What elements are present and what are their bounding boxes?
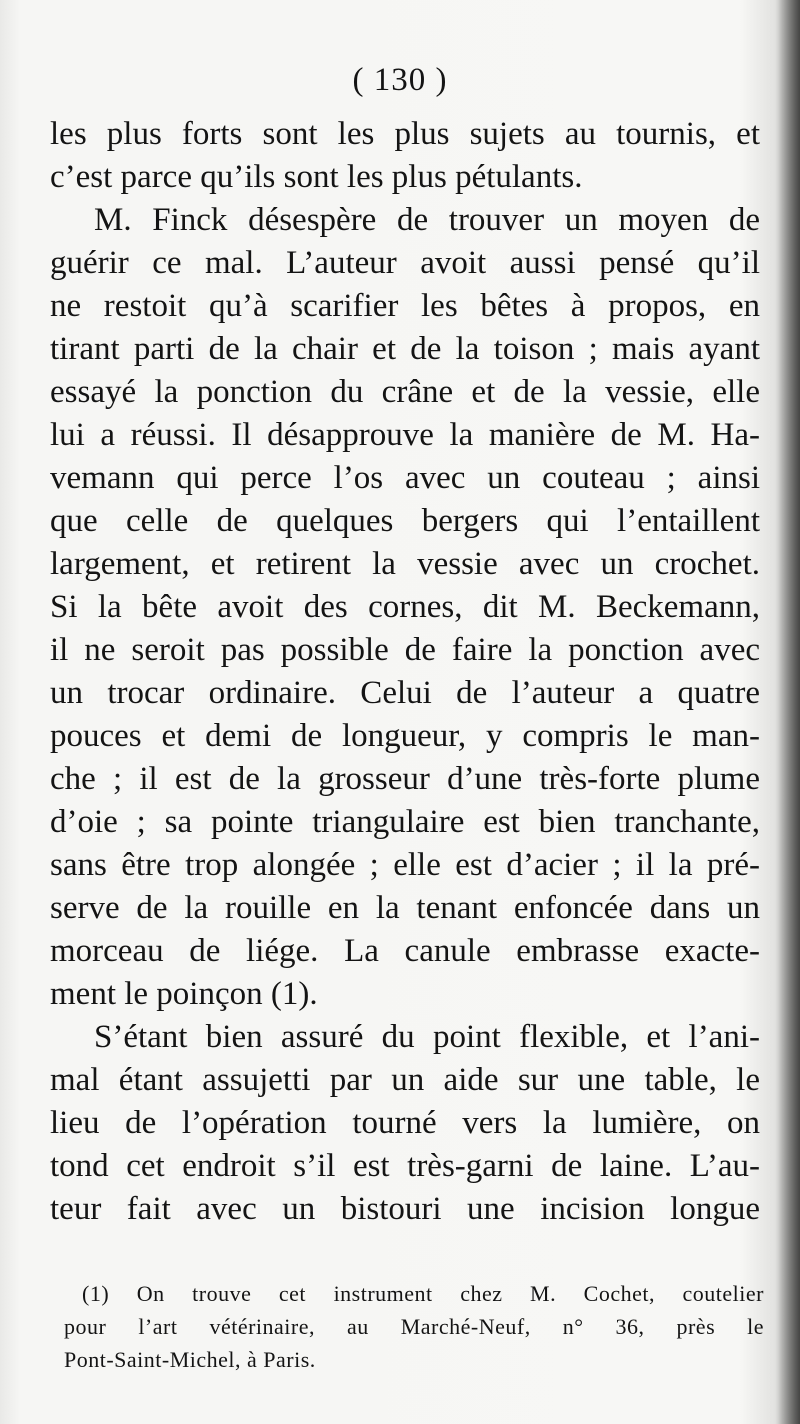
- text-line: d’oie ; sa pointe triangulaire est bien tranchante,: [50, 804, 760, 840]
- text-line: serve de la rouille en la tenant enfoncée dans un: [50, 890, 760, 926]
- text-line: largement, et retirent la vessie avec un crochet.: [50, 546, 760, 582]
- text-line: S’étant bien assuré du point flexible, et l’ani-: [94, 1019, 760, 1055]
- text-line: tond cet endroit s’il est très-garni de laine. L’au-: [50, 1148, 760, 1184]
- footnote-line: (1) On trouve cet instrument chez M. Cochet, coutelier: [82, 1281, 764, 1306]
- text-line: guérir ce mal. L’auteur avoit aussi pensé qu’il: [50, 245, 760, 281]
- text-line: il ne seroit pas possible de faire la ponction avec: [50, 632, 760, 668]
- text-line: morceau de liége. La canule embrasse exacte-: [50, 933, 760, 969]
- page-edge-shadow: [778, 0, 800, 1424]
- text-line: lui a réussi. Il désapprouve la manière de M. Ha-: [50, 417, 760, 453]
- text-line: les plus forts sont les plus sujets au tournis, et: [50, 116, 760, 152]
- text-line: vemann qui perce l’os avec un couteau ; ainsi: [50, 460, 760, 496]
- footnote-line: pour l’art vétérinaire, au Marché-Neuf, n° 36, près le: [64, 1314, 764, 1339]
- text-line: essayé la ponction du crâne et de la vessie, elle: [50, 374, 760, 410]
- text-line: M. Finck désespère de trouver un moyen de: [94, 202, 760, 238]
- body-text: [50, 113, 760, 1231]
- footnote-line: Pont-Saint-Michel, à Paris.: [64, 1347, 316, 1372]
- text-line: c’est parce qu’ils sont les plus pétulants.: [50, 159, 583, 195]
- text-line: pouces et demi de longueur, y compris le man-: [50, 718, 760, 754]
- text-line: un trocar ordinaire. Celui de l’auteur a quatre: [50, 675, 760, 711]
- text-line: Si la bête avoit des cornes, dit M. Beckemann,: [50, 589, 760, 625]
- text-line: que celle de quelques bergers qui l’entaillent: [50, 503, 760, 539]
- page-number: ( 130 ): [352, 62, 448, 98]
- text-line: sans être trop alongée ; elle est d’acier ; il la pré-: [50, 847, 760, 883]
- text-line: mal étant assujetti par un aide sur une table, le: [50, 1062, 760, 1098]
- text-line: ne restoit qu’à scarifier les bêtes à propos, en: [50, 288, 760, 324]
- text-line: teur fait avec un bistouri une incision longue: [50, 1191, 760, 1227]
- text-line: ment le poinçon (1).: [50, 976, 318, 1012]
- text-line: lieu de l’opération tourné vers la lumière, on: [50, 1105, 760, 1141]
- text-line: che ; il est de la grosseur d’une très-forte plume: [50, 761, 760, 797]
- footnote: [64, 1277, 764, 1376]
- text-line: tirant parti de la chair et de la toison ; mais ayant: [50, 331, 760, 367]
